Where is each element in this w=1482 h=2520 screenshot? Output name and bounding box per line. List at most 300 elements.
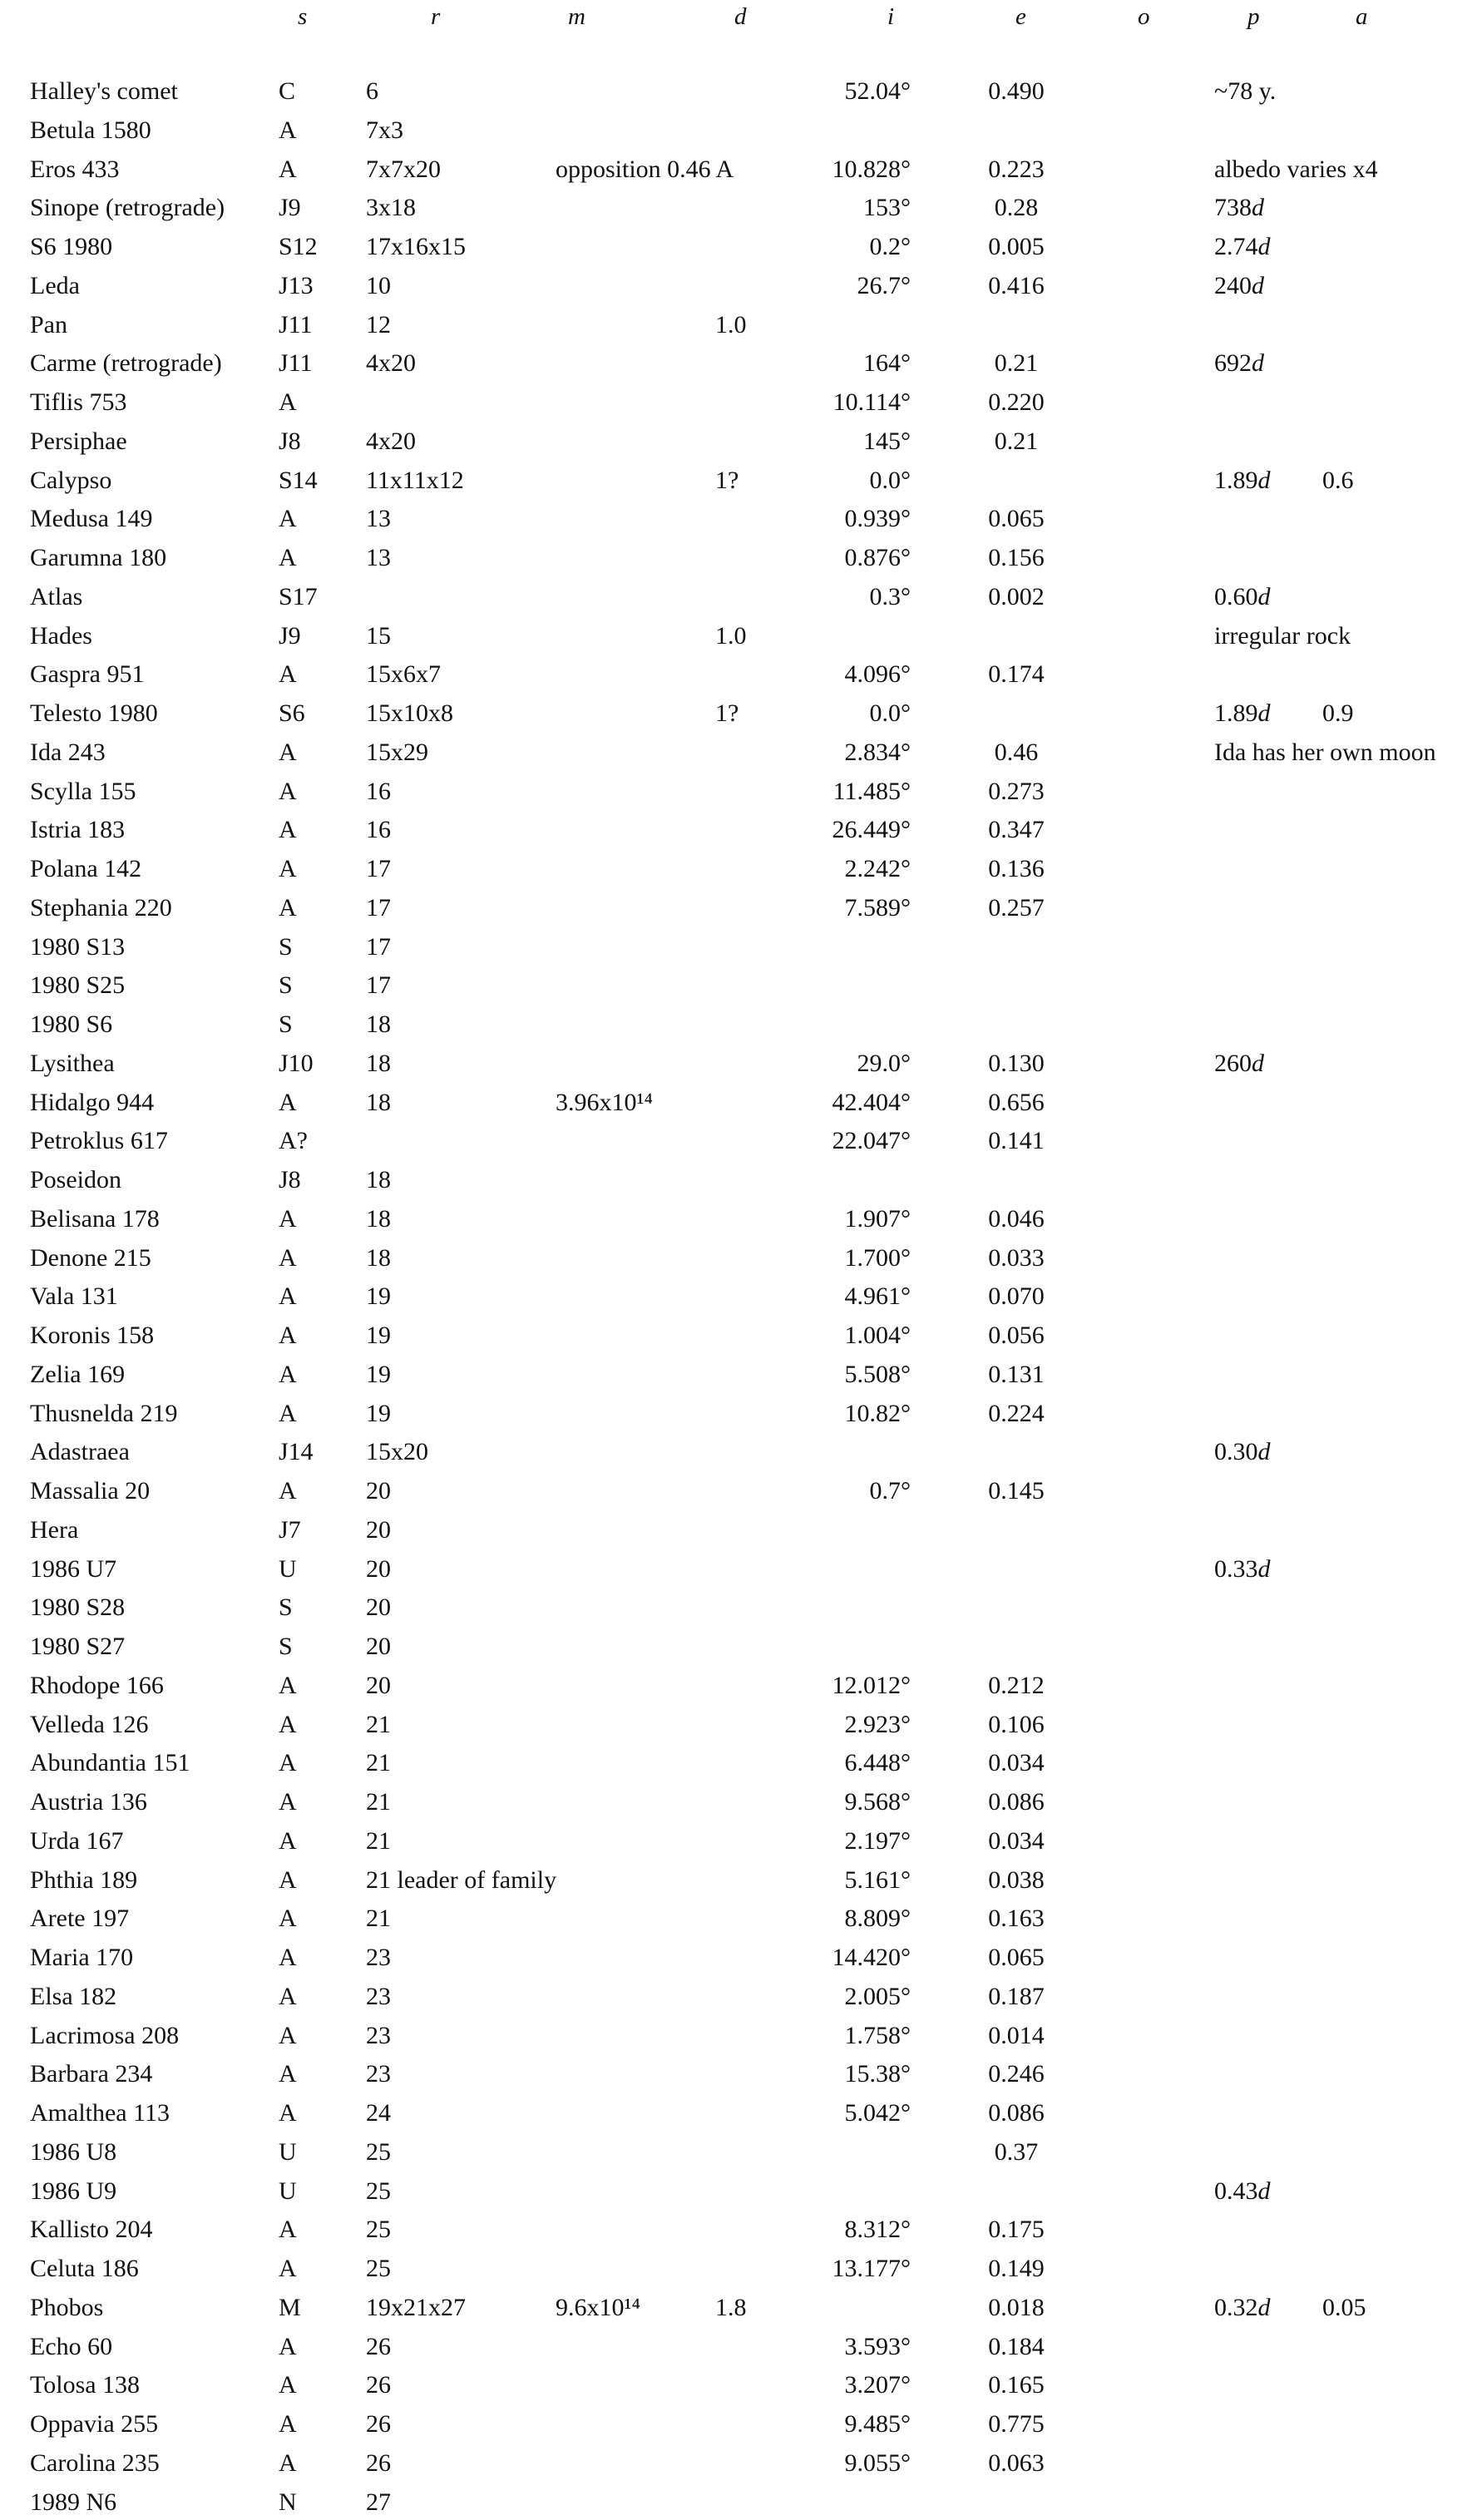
- i-cell: 9.485°: [844, 2410, 911, 2438]
- s-cell: S: [279, 1633, 293, 1660]
- r-cell: 15x29: [366, 738, 428, 766]
- name-cell: Persiphae: [30, 427, 127, 455]
- i-cell: 145°: [863, 427, 911, 455]
- i-cell: 5.508°: [844, 1360, 911, 1388]
- r-cell: 19: [366, 1399, 391, 1427]
- r-cell: 25: [366, 2216, 391, 2244]
- r-cell: 12: [366, 310, 391, 338]
- s-cell: J11: [279, 310, 313, 338]
- r-cell: 21: [366, 1826, 391, 1855]
- s-cell: M: [279, 2293, 301, 2321]
- e-cell: 0.038: [988, 1865, 1045, 1894]
- i-cell: 3.207°: [844, 2371, 911, 2399]
- s-cell: U: [279, 2177, 297, 2205]
- e-cell: 0.046: [988, 1204, 1045, 1233]
- s-cell: N: [279, 2488, 297, 2516]
- name-cell: Petroklus 617: [30, 1127, 168, 1155]
- e-cell: 0.018: [988, 2293, 1045, 2321]
- p-cell: albedo varies x4: [1214, 155, 1378, 183]
- s-cell: A: [279, 2021, 297, 2049]
- s-cell: S17: [279, 582, 318, 610]
- r-cell: 25: [366, 2255, 391, 2282]
- p-cell: ~78 y.: [1214, 77, 1277, 105]
- r-cell: 17: [366, 971, 391, 1000]
- e-cell: 0.033: [988, 1243, 1045, 1272]
- i-cell: 164°: [863, 349, 911, 378]
- name-cell: Celuta 186: [30, 2255, 139, 2282]
- i-cell: 2.834°: [844, 738, 911, 766]
- p-cell: 1.89d: [1214, 699, 1271, 727]
- s-cell: S: [279, 932, 293, 961]
- name-cell: Pan: [30, 310, 67, 338]
- e-cell: 0.014: [988, 2021, 1045, 2049]
- name-cell: Arete 197: [30, 1905, 130, 1933]
- s-cell: A: [279, 1360, 297, 1388]
- i-cell: 4.096°: [844, 660, 911, 689]
- name-cell: Maria 170: [30, 1944, 134, 1971]
- r-cell: 25: [366, 2177, 391, 2205]
- s-cell: S: [279, 1010, 293, 1038]
- s-cell: A: [279, 1944, 297, 1971]
- r-cell: 17x16x15: [366, 233, 466, 260]
- e-cell: 0.273: [988, 777, 1045, 805]
- e-cell: 0.490: [988, 77, 1045, 105]
- name-cell: Atlas: [30, 582, 83, 610]
- r-cell: 16: [366, 816, 391, 844]
- s-cell: A: [279, 855, 297, 882]
- s-cell: A: [279, 1204, 297, 1233]
- name-cell: Telesto 1980: [30, 699, 158, 727]
- e-cell: 0.220: [988, 388, 1045, 416]
- s-cell: A: [279, 1788, 297, 1816]
- name-cell: Tiflis 753: [30, 388, 127, 416]
- s-cell: S6: [279, 699, 305, 727]
- e-cell: 0.246: [988, 2060, 1045, 2088]
- i-cell: 10.82°: [844, 1399, 911, 1427]
- i-cell: 3.593°: [844, 2332, 911, 2360]
- e-cell: 0.141: [988, 1127, 1045, 1155]
- s-cell: A: [279, 660, 297, 689]
- r-cell: 19x21x27: [366, 2293, 466, 2321]
- i-cell: 0.2°: [869, 233, 911, 260]
- column-header-a: a: [1356, 3, 1368, 30]
- s-cell: S12: [279, 233, 318, 260]
- i-cell: 0.0°: [869, 699, 911, 727]
- column-header-e: e: [1015, 3, 1026, 30]
- name-cell: Phobos: [30, 2293, 104, 2321]
- e-cell: 0.056: [988, 1322, 1045, 1349]
- i-cell: 1.004°: [844, 1322, 911, 1349]
- i-cell: 10.114°: [832, 388, 911, 416]
- name-cell: Thusnelda 219: [30, 1399, 178, 1427]
- r-cell: 20: [366, 1515, 391, 1544]
- i-cell: 14.420°: [832, 1944, 911, 1971]
- r-cell: 18: [366, 1166, 391, 1193]
- i-cell: 2.005°: [844, 1982, 911, 2010]
- i-cell: 2.197°: [844, 1826, 911, 1855]
- name-cell: Leda: [30, 271, 80, 299]
- r-cell: 18: [366, 1204, 391, 1233]
- s-cell: A: [279, 388, 297, 416]
- r-cell: 19: [366, 1322, 391, 1349]
- m-cell: opposition 0.46 A: [556, 155, 734, 183]
- e-cell: 0.063: [988, 2448, 1045, 2477]
- s-cell: A: [279, 1865, 297, 1894]
- i-cell: 22.047°: [832, 1127, 911, 1155]
- name-cell: 1989 N6: [30, 2488, 117, 2516]
- d-cell: 1?: [715, 466, 739, 494]
- e-cell: 0.46: [994, 738, 1039, 766]
- i-cell: 10.828°: [832, 155, 911, 183]
- column-header-d: d: [734, 3, 747, 30]
- e-cell: 0.002: [988, 582, 1045, 610]
- r-cell: 18: [366, 1010, 391, 1038]
- r-cell: 21: [366, 1749, 391, 1777]
- i-cell: 0.876°: [844, 544, 911, 571]
- e-cell: 0.187: [988, 1982, 1045, 2010]
- e-cell: 0.37: [994, 2137, 1039, 2166]
- r-cell: 13: [366, 505, 391, 533]
- i-cell: 15.38°: [844, 2060, 911, 2088]
- r-cell: 20: [366, 1633, 391, 1660]
- p-cell: 0.33d: [1214, 1554, 1271, 1583]
- r-cell: 21: [366, 1905, 391, 1933]
- name-cell: Velleda 126: [30, 1710, 149, 1738]
- s-cell: A: [279, 1243, 297, 1272]
- p-cell: 0.43d: [1214, 2177, 1271, 2205]
- e-cell: 0.28: [994, 194, 1039, 222]
- name-cell: Barbara 234: [30, 2060, 153, 2088]
- s-cell: J13: [279, 271, 314, 299]
- a-cell: 0.05: [1322, 2293, 1366, 2321]
- i-cell: 1.907°: [844, 1204, 911, 1233]
- e-cell: 0.347: [988, 816, 1045, 844]
- s-cell: A: [279, 155, 297, 183]
- name-cell: Polana 142: [30, 855, 142, 882]
- a-cell: 0.9: [1322, 699, 1354, 727]
- s-cell: U: [279, 2137, 297, 2166]
- i-cell: 11.485°: [832, 777, 911, 805]
- column-header-s: s: [298, 3, 308, 30]
- i-cell: 7.589°: [844, 893, 911, 922]
- e-cell: 0.257: [988, 893, 1045, 922]
- p-cell: 240d: [1214, 271, 1264, 299]
- p-cell: 0.60d: [1214, 582, 1271, 610]
- e-cell: 0.163: [988, 1905, 1045, 1933]
- s-cell: S: [279, 1594, 293, 1622]
- e-cell: 0.775: [988, 2410, 1045, 2438]
- name-cell: Vala 131: [30, 1282, 118, 1311]
- name-cell: Carme (retrograde): [30, 349, 222, 378]
- r-cell: 27: [366, 2488, 391, 2516]
- name-cell: 1986 U9: [30, 2177, 117, 2205]
- p-cell: 692d: [1214, 349, 1264, 378]
- name-cell: Istria 183: [30, 816, 126, 844]
- r-cell: 17: [366, 855, 391, 882]
- s-cell: A: [279, 816, 297, 844]
- r-cell: 15x10x8: [366, 699, 453, 727]
- name-cell: Hidalgo 944: [30, 1088, 155, 1116]
- e-cell: 0.136: [988, 855, 1045, 882]
- name-cell: 1980 S13: [30, 932, 126, 961]
- s-cell: A: [279, 1749, 297, 1777]
- r-cell: 21: [366, 1788, 391, 1816]
- s-cell: A: [279, 2060, 297, 2088]
- column-header-i: i: [887, 3, 895, 30]
- r-cell: 19: [366, 1282, 391, 1311]
- s-cell: A: [279, 505, 297, 533]
- r-cell: 23: [366, 2021, 391, 2049]
- p-cell: 1.89d: [1214, 466, 1271, 494]
- s-cell: J7: [279, 1515, 301, 1544]
- name-cell: Belisana 178: [30, 1204, 160, 1233]
- s-cell: S14: [279, 466, 318, 494]
- r-cell: 20: [366, 1594, 391, 1622]
- d-cell: 1?: [715, 699, 739, 727]
- s-cell: A: [279, 1905, 297, 1933]
- i-cell: 0.0°: [869, 466, 911, 494]
- s-cell: A: [279, 544, 297, 571]
- p-cell: 0.32d: [1214, 2293, 1271, 2321]
- s-cell: J9: [279, 194, 301, 222]
- e-cell: 0.149: [988, 2255, 1045, 2282]
- i-cell: 2.242°: [844, 855, 911, 882]
- name-cell: Medusa 149: [30, 505, 153, 533]
- name-cell: Zelia 169: [30, 1360, 126, 1388]
- e-cell: 0.034: [988, 1826, 1045, 1855]
- s-cell: A: [279, 1982, 297, 2010]
- d-cell: 1.0: [715, 621, 747, 650]
- i-cell: 9.568°: [844, 1788, 911, 1816]
- a-cell: 0.6: [1322, 466, 1354, 494]
- e-cell: 0.086: [988, 1788, 1045, 1816]
- i-cell: 12.012°: [832, 1671, 911, 1699]
- name-cell: 1980 S28: [30, 1594, 126, 1622]
- i-cell: 8.809°: [844, 1905, 911, 1933]
- e-cell: 0.165: [988, 2371, 1045, 2399]
- name-cell: Adastraea: [30, 1438, 130, 1466]
- s-cell: A: [279, 2216, 297, 2244]
- name-cell: Massalia 20: [30, 1477, 151, 1505]
- s-cell: A: [279, 1322, 297, 1349]
- column-header-o: o: [1138, 3, 1150, 30]
- e-cell: 0.086: [988, 2099, 1045, 2127]
- p-cell: Ida has her own moon: [1214, 738, 1436, 766]
- e-cell: 0.005: [988, 233, 1045, 260]
- i-cell: 9.055°: [844, 2448, 911, 2477]
- r-cell: 26: [366, 2371, 391, 2399]
- r-cell: 15x6x7: [366, 660, 441, 689]
- s-cell: J8: [279, 1166, 301, 1193]
- e-cell: 0.034: [988, 1749, 1045, 1777]
- s-cell: A: [279, 2255, 297, 2282]
- i-cell: 26.7°: [857, 271, 911, 299]
- s-cell: J10: [279, 1049, 314, 1077]
- m-cell: 3.96x10¹⁴: [556, 1088, 653, 1116]
- name-cell: Calypso: [30, 466, 112, 494]
- s-cell: A: [279, 738, 297, 766]
- name-cell: Eros 433: [30, 155, 120, 183]
- r-cell: 10: [366, 271, 391, 299]
- i-cell: 0.3°: [869, 582, 911, 610]
- name-cell: Denone 215: [30, 1243, 151, 1272]
- name-cell: Scylla 155: [30, 777, 136, 805]
- r-cell: 6: [366, 77, 378, 105]
- name-cell: Ida 243: [30, 738, 106, 766]
- e-cell: 0.21: [994, 349, 1039, 378]
- i-cell: 153°: [863, 194, 911, 222]
- r-cell: 11x11x12: [366, 466, 464, 494]
- e-cell: 0.070: [988, 1282, 1045, 1311]
- d-cell: 1.8: [715, 2293, 747, 2321]
- s-cell: A: [279, 1826, 297, 1855]
- r-cell: 7x7x20: [366, 155, 441, 183]
- s-cell: A: [279, 2332, 297, 2360]
- column-header-r: r: [431, 3, 441, 30]
- r-cell: 20: [366, 1477, 391, 1505]
- r-cell: 15x20: [366, 1438, 428, 1466]
- r-cell: 16: [366, 777, 391, 805]
- e-cell: 0.156: [988, 544, 1045, 571]
- e-cell: 0.130: [988, 1049, 1045, 1077]
- s-cell: A: [279, 2448, 297, 2477]
- i-cell: 4.961°: [844, 1282, 911, 1311]
- s-cell: C: [279, 77, 296, 105]
- e-cell: 0.145: [988, 1477, 1045, 1505]
- i-cell: 5.161°: [844, 1865, 911, 1894]
- e-cell: 0.21: [994, 427, 1039, 455]
- e-cell: 0.131: [988, 1360, 1045, 1388]
- p-cell: 738d: [1214, 194, 1264, 222]
- name-cell: Urda 167: [30, 1826, 124, 1855]
- r-cell: 18: [366, 1049, 391, 1077]
- r-cell: 21 leader of family: [366, 1865, 557, 1894]
- e-cell: 0.065: [988, 1944, 1045, 1971]
- name-cell: Oppavia 255: [30, 2410, 159, 2438]
- name-cell: 1986 U7: [30, 1554, 117, 1583]
- i-cell: 0.939°: [844, 505, 911, 533]
- r-cell: 4x20: [366, 349, 416, 378]
- s-cell: J9: [279, 621, 301, 650]
- name-cell: Carolina 235: [30, 2448, 160, 2477]
- r-cell: 21: [366, 1710, 391, 1738]
- s-cell: A: [279, 1477, 297, 1505]
- name-cell: Betula 1580: [30, 116, 151, 144]
- r-cell: 13: [366, 544, 391, 571]
- name-cell: S6 1980: [30, 233, 113, 260]
- e-cell: 0.106: [988, 1710, 1045, 1738]
- name-cell: Tolosa 138: [30, 2371, 141, 2399]
- name-cell: Sinope (retrograde): [30, 194, 225, 222]
- s-cell: A: [279, 1088, 297, 1116]
- e-cell: 0.184: [988, 2332, 1045, 2360]
- i-cell: 0.7°: [869, 1477, 911, 1505]
- name-cell: Rhodope 166: [30, 1671, 164, 1699]
- e-cell: 0.065: [988, 505, 1045, 533]
- i-cell: 52.04°: [844, 77, 911, 105]
- column-header-m: m: [568, 3, 585, 30]
- name-cell: Poseidon: [30, 1166, 122, 1193]
- r-cell: 19: [366, 1360, 391, 1388]
- s-cell: A: [279, 116, 297, 144]
- name-cell: Abundantia 151: [30, 1749, 190, 1777]
- e-cell: 0.223: [988, 155, 1045, 183]
- column-header-p: p: [1247, 3, 1260, 30]
- s-cell: A?: [279, 1127, 308, 1155]
- p-cell: 2.74d: [1214, 233, 1271, 260]
- r-cell: 26: [366, 2448, 391, 2477]
- name-cell: Hera: [30, 1515, 79, 1544]
- name-cell: Hades: [30, 621, 92, 650]
- name-cell: 1980 S6: [30, 1010, 113, 1038]
- r-cell: 18: [366, 1088, 391, 1116]
- i-cell: 5.042°: [844, 2099, 911, 2127]
- r-cell: 26: [366, 2332, 391, 2360]
- r-cell: 3x18: [366, 194, 416, 222]
- i-cell: 2.923°: [844, 1710, 911, 1738]
- r-cell: 23: [366, 1982, 391, 2010]
- r-cell: 20: [366, 1671, 391, 1699]
- r-cell: 17: [366, 893, 391, 922]
- r-cell: 25: [366, 2137, 391, 2166]
- i-cell: 8.312°: [844, 2216, 911, 2244]
- e-cell: 0.656: [988, 1088, 1045, 1116]
- r-cell: 20: [366, 1554, 391, 1583]
- s-cell: S: [279, 971, 293, 1000]
- r-cell: 24: [366, 2099, 391, 2127]
- name-cell: Amalthea 113: [30, 2099, 170, 2127]
- s-cell: A: [279, 1399, 297, 1427]
- s-cell: J8: [279, 427, 301, 455]
- i-cell: 1.700°: [844, 1243, 911, 1272]
- r-cell: 7x3: [366, 116, 403, 144]
- name-cell: Stephania 220: [30, 893, 172, 922]
- s-cell: J11: [279, 349, 313, 378]
- name-cell: Lacrimosa 208: [30, 2021, 180, 2049]
- e-cell: 0.224: [988, 1399, 1045, 1427]
- s-cell: U: [279, 1554, 297, 1583]
- name-cell: Koronis 158: [30, 1322, 155, 1349]
- s-cell: A: [279, 1710, 297, 1738]
- s-cell: A: [279, 1282, 297, 1311]
- name-cell: Halley's comet: [30, 77, 178, 105]
- p-cell: 0.30d: [1214, 1438, 1271, 1466]
- i-cell: 29.0°: [857, 1049, 911, 1077]
- name-cell: 1980 S27: [30, 1633, 126, 1660]
- name-cell: Gaspra 951: [30, 660, 145, 689]
- name-cell: Echo 60: [30, 2332, 113, 2360]
- d-cell: 1.0: [715, 310, 747, 338]
- e-cell: 0.175: [988, 2216, 1045, 2244]
- i-cell: 6.448°: [844, 1749, 911, 1777]
- s-cell: A: [279, 2099, 297, 2127]
- i-cell: 26.449°: [832, 816, 911, 844]
- s-cell: A: [279, 1671, 297, 1699]
- name-cell: Elsa 182: [30, 1982, 117, 2010]
- s-cell: J14: [279, 1438, 314, 1466]
- m-cell: 9.6x10¹⁴: [556, 2293, 640, 2321]
- p-cell: irregular rock: [1214, 621, 1351, 650]
- r-cell: 23: [366, 2060, 391, 2088]
- s-cell: A: [279, 777, 297, 805]
- name-cell: 1980 S25: [30, 971, 126, 1000]
- name-cell: Lysithea: [30, 1049, 115, 1077]
- e-cell: 0.174: [988, 660, 1045, 689]
- i-cell: 42.404°: [832, 1088, 911, 1116]
- r-cell: 18: [366, 1243, 391, 1272]
- i-cell: 13.177°: [832, 2255, 911, 2282]
- name-cell: Austria 136: [30, 1788, 147, 1816]
